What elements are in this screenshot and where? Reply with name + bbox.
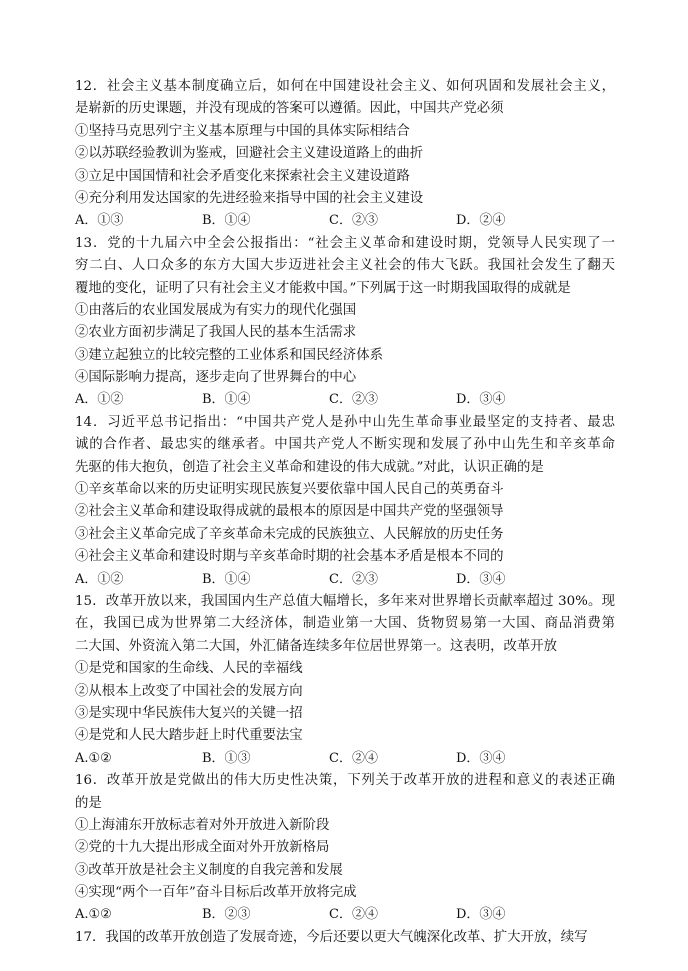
answer-option[interactable]: D．③④ (456, 750, 506, 766)
answer-option[interactable]: B．②③ (202, 907, 251, 923)
statement-item: ④国际影响力提高，逐步走向了世界舞台的中心 (75, 370, 357, 386)
answer-option[interactable]: D．③④ (456, 392, 506, 408)
statement-item: ③立足中国国情和社会矛盾变化来探索社会主义建设道路 (75, 168, 410, 184)
question-stem-line: 二大国、外资流入第二大国，外汇储备连续多年位居世界第一。这表明，改革开放 (75, 638, 558, 654)
statement-item: ①是党和国家的生命线、人民的幸福线 (75, 661, 303, 677)
answer-option[interactable]: A.①② (75, 750, 112, 766)
question-stem-line: 17．我国的改革开放创造了发展奇迹，今后还要以更大气魄深化改革、扩大开放，续写 (75, 929, 588, 945)
question-block (75, 233, 615, 412)
statement-item: ②从根本上改变了中国社会的发展方向 (75, 683, 303, 699)
answer-option[interactable]: C．②③ (329, 392, 378, 408)
statement-item: ④是党和人民大踏步赶上时代重要法宝 (75, 728, 303, 744)
question-stem-line: 先驱的伟大抱负，创造了社会主义革命和建设的伟大成就。”对此，认识正确的是 (75, 459, 544, 475)
question-block (75, 770, 615, 927)
statement-item: ④社会主义革命和建设时期与辛亥革命时期的社会基本矛盾是根本不同的 (75, 549, 504, 565)
answer-option[interactable]: A．①② (75, 392, 124, 408)
statement-item: ①坚持马克思列宁主义基本原理与中国的具体实际相结合 (75, 123, 410, 139)
question-stem-line: 在，我国已成为世界第二大经济体，制造业第一大国、货物贸易第一大国、商品消费第 (75, 616, 615, 632)
statement-item: ③改革开放是社会主义制度的自我完善和发展 (75, 862, 343, 878)
statement-item: ④充分利用发达国家的先进经验来指导中国的社会主义建设 (75, 190, 424, 206)
answer-option[interactable]: B．①④ (202, 392, 251, 408)
answer-option[interactable]: C．②④ (329, 750, 378, 766)
statement-item: ③社会主义革命完成了辛亥革命未完成的民族独立、人民解放的历史任务 (75, 526, 504, 542)
statement-item: ②社会主义革命和建设取得成就的最根本的原因是中国共产党的坚强领导 (75, 504, 504, 520)
question-stem-line: 14．习近平总书记指出：“中国共产党人是孙中山先生革命事业最坚定的支持者、最忠 (75, 414, 615, 430)
statement-item: ②以苏联经验教训为鉴戒，回避社会主义建设道路上的曲折 (75, 146, 424, 162)
answer-option[interactable]: B．①③ (202, 750, 251, 766)
question-list (75, 76, 615, 949)
answer-option[interactable]: D．②④ (456, 213, 506, 229)
statement-item: ③是实现中华民族伟大复兴的关键一招 (75, 705, 303, 721)
statement-item: ①上海浦东开放标志着对外开放进入新阶段 (75, 817, 330, 833)
statement-item: ②农业方面初步满足了我国人民的基本生活需求 (75, 325, 357, 341)
answer-options-row (75, 569, 615, 591)
question-block (75, 412, 615, 591)
question-stem-line: 穷二白、人口众多的东方大国大步迈进社会主义社会的伟大飞跃。我国社会发生了翻天 (75, 258, 615, 274)
answer-options-row (75, 210, 615, 232)
question-stem-line: 的是 (75, 795, 102, 811)
answer-options-row (75, 904, 615, 926)
question-stem-line: 诚的合作者、最忠实的继承者。中国共产党人不断实现和发展了孙中山先生和辛亥革命 (75, 437, 615, 453)
statement-item: ①辛亥革命以来的历史证明实现民族复兴要依靠中国人民自己的英勇奋斗 (75, 482, 504, 498)
question-block (75, 591, 615, 770)
question-stem-line: 13．党的十九届六中全会公报指出：“社会主义革命和建设时期，党领导人民实现了一 (75, 235, 615, 251)
statement-item: ④实现“两个一百年”奋斗目标后改革开放将完成 (75, 885, 357, 901)
answer-option[interactable]: C．②③ (329, 213, 378, 229)
question-block (75, 76, 615, 233)
question-stem-line: 16．改革开放是党做出的伟大历史性决策，下列关于改革开放的进程和意义的表述正确 (75, 773, 615, 789)
answer-option[interactable]: A．①③ (75, 213, 124, 229)
statement-item: ③建立起独立的比较完整的工业体系和国民经济体系 (75, 347, 383, 363)
answer-option[interactable]: A．①② (75, 571, 124, 587)
answer-option[interactable]: D．③④ (456, 907, 506, 923)
question-stem-line: 是崭新的历史课题，并没有现成的答案可以遵循。因此，中国共产党必须 (75, 101, 504, 117)
answer-option[interactable]: C．②③ (329, 571, 378, 587)
answer-option[interactable]: A.①② (75, 907, 112, 923)
question-block (75, 927, 615, 949)
question-stem-line: 覆地的变化，证明了只有社会主义才能救中国。”下列属于这一时期我国取得的成就是 (75, 280, 571, 296)
answer-options-row (75, 389, 615, 411)
statement-item: ①由落后的农业国发展成为有实力的现代化强国 (75, 302, 357, 318)
answer-option[interactable]: B．①④ (202, 571, 251, 587)
question-stem-line: 15．改革开放以来，我国国内生产总值大幅增长，多年来对世界增长贡献率超过 30%。现 (75, 593, 615, 609)
answer-option[interactable]: D．③④ (456, 571, 506, 587)
question-stem-line: 12．社会主义基本制度确立后，如何在中国建设社会主义、如何巩固和发展社会主义， (75, 79, 615, 94)
answer-option[interactable]: C．②④ (329, 907, 378, 923)
answer-options-row (75, 748, 615, 770)
answer-option[interactable]: B．①④ (202, 213, 251, 229)
statement-item: ②党的十九大提出形成全面对外开放新格局 (75, 840, 330, 856)
